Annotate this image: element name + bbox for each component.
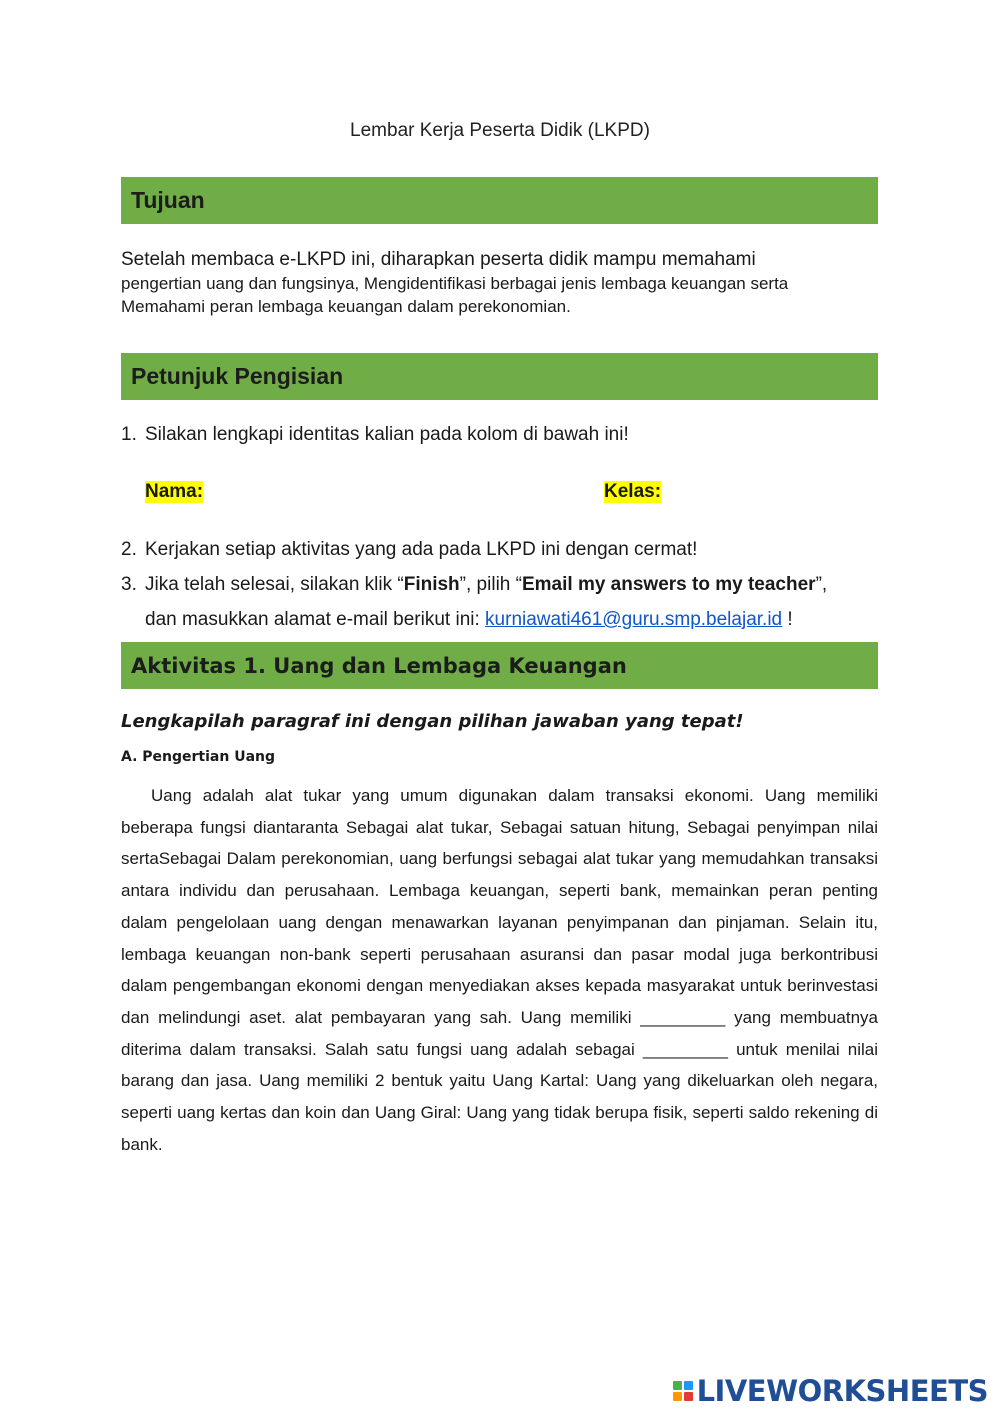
tujuan-paragraph: [121, 248, 878, 318]
section-header-tujuan: [121, 177, 878, 224]
section-header-label: Aktivitas 1. Uang dan Lembaga Keuangan: [131, 653, 627, 678]
instruction-item-1: [121, 423, 629, 447]
tujuan-line-1: Setelah membaca e-LKPD ini, diharapkan peserta didik mampu memahami: [121, 249, 756, 270]
paragraph-text: untuk menilai nilai barang dan jasa. Uang memiliki 2 bentuk yaitu Uang Kartal: Uang yang dikeluarkan oleh negara, seperti uang kertas dan koin dan Uang Giral: Uang yang tidak berupa fisik, seperti saldo rekening di bank.: [121, 1039, 878, 1154]
section-header-label: Tujuan: [131, 187, 205, 213]
item-text: dan masukkan alamat e-mail berikut ini:: [145, 609, 486, 630]
item-text: Silakan lengkapi identitas kalian pada kolom di bawah ini!: [145, 424, 629, 445]
instruction-item-2: [121, 538, 697, 562]
item-text: !: [782, 609, 793, 630]
item-text: ”,: [815, 574, 828, 595]
item-number: 2.: [121, 539, 137, 560]
answer-blank-2[interactable]: _________: [642, 1039, 728, 1059]
answer-blank-1[interactable]: _________: [640, 1007, 726, 1027]
paragraph-text: yang membuatnya diterima dalam transaksi. Salah satu fungsi uang adalah sebagai: [121, 1007, 878, 1059]
email-answers-phrase: Email my answers to my teacher: [521, 574, 816, 595]
activity-paragraph: [121, 780, 878, 1160]
subheading-pengertian-uang: A. Pengertian Uang: [121, 749, 276, 765]
liveworksheets-logo: [673, 1374, 988, 1408]
instruction-item-3: [121, 573, 827, 597]
logo-mark-icon: [673, 1381, 693, 1401]
section-header-petunjuk: [121, 353, 878, 400]
kelas-label: Kelas:: [604, 481, 662, 502]
paragraph-text: Uang adalah alat tukar yang umum digunakan dalam transaksi ekonomi. Uang memiliki beberapa fungsi diantaranta Sebagai alat tukar, Sebagai satuan hitung, Sebagai penyimpan nilai sertaSebagai Dalam perekonomian, uang berfungsi sebagai alat tukar yang memudahkan transaksi antara individu dan perusahaan. Lembaga keuangan, seperti bank, memainkan peran penting dalam pengelolaan uang dengan menawarkan layanan penyimpanan dan pinjaman. Selain itu, lembaga keuangan non-bank seperti perusahaan asuransi dan pasar modal juga berkontribusi dalam pengembangan ekonomi dengan menyediakan akses kepada masyarakat untuk berinvestasi dan melindungi aset. alat pembayaran yang sah. Uang memiliki: [121, 786, 878, 1027]
item-text: Jika telah selesai, silakan klik “: [145, 574, 404, 595]
item-number: 3.: [121, 574, 137, 595]
nama-label: Nama:: [145, 481, 204, 502]
instruction-item-3-cont: [145, 608, 793, 632]
item-text: ”, pilih “: [459, 574, 522, 595]
item-text: Kerjakan setiap aktivitas yang ada pada LKPD ini dengan cermat!: [145, 539, 698, 560]
section-header-aktivitas: [121, 642, 878, 689]
item-number: 1.: [121, 424, 137, 445]
teacher-email-link[interactable]: kurniawati461@guru.smp.belajar.id: [485, 609, 783, 630]
logo-text: LIVEWORKSHEETS: [696, 1374, 988, 1408]
tujuan-line-2: pengertian uang dan fungsinya, Mengidentifikasi berbagai jenis lembaga keuangan serta: [121, 274, 789, 293]
finish-word: Finish: [403, 574, 460, 595]
section-header-label: Petunjuk Pengisian: [131, 363, 344, 389]
document-title: Lembar Kerja Peserta Didik (LKPD): [350, 120, 650, 141]
activity-instruction: Lengkapilah paragraf ini dengan pilihan jawaban yang tepat!: [121, 711, 744, 732]
tujuan-line-3: Memahami peran lembaga keuangan dalam perekonomian.: [121, 297, 571, 316]
